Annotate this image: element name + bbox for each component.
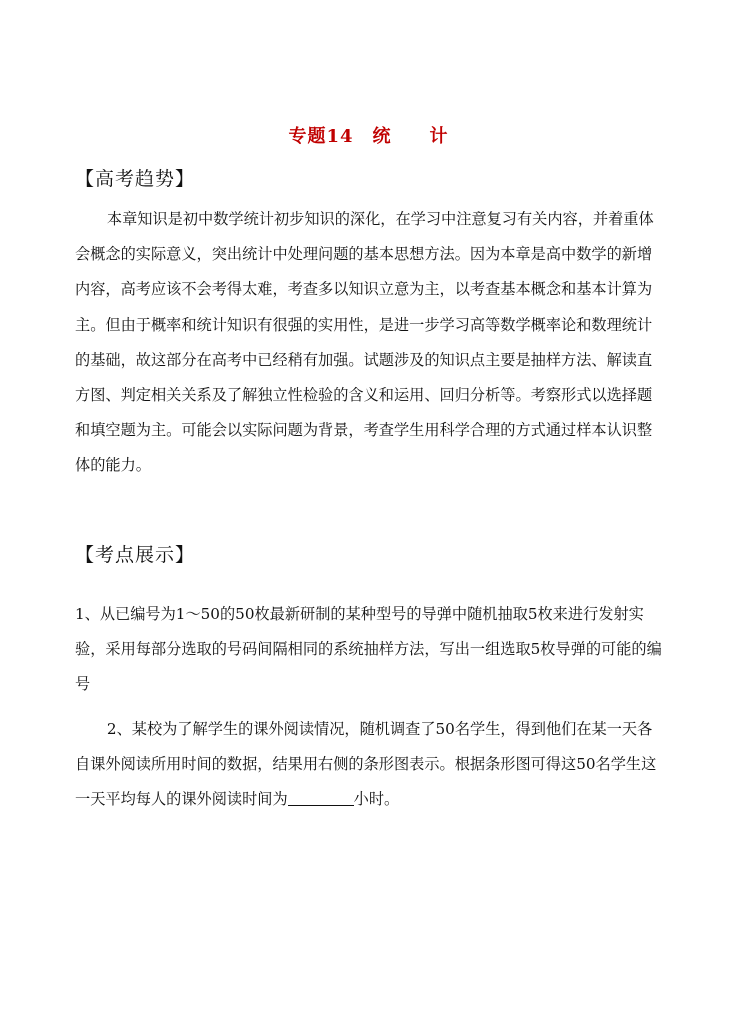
section-heading-points: 【考点展示】 bbox=[75, 544, 196, 566]
trend-paragraph: 本章知识是初中数学统计初步知识的深化，在学习中注意复习有关内容，并着重体会概念的实际意义，突出统计中处理问题的基本思想方法。因为本章是高中数学的新增内容，高考应该不会考得太难，考查多以知识立意为主，以考查基本概念和基本计算为主。但由于概率和统计知识有很强的实用性，是进一步学习高等数学概率论和数理统计的基础，故这部分在高考中已经稍有加强。试题涉及的知识点主要是抽样方法、解读直方图、判定相关关系及了解独立性检验的含义和运用、回归分析等。考察形式以选择题和填空题为主。可能会以实际问题为背景，考查学生用科学合理的方式通过样本认识整体的能力。 bbox=[75, 210, 654, 475]
answer-blank bbox=[288, 790, 354, 806]
question-2-suffix: 小时。 bbox=[353, 790, 400, 809]
section-heading-trend: 【高考趋势】 bbox=[75, 168, 196, 190]
question-1: 1、从已编号为1～50的50枚最新研制的某种型号的导弹中随机抽取5枚来进行发射实验，采用每部分选取的号码间隔相同的系统抽样方法，写出一组选取5枚导弹的可能的编号 bbox=[75, 605, 662, 694]
page-title: 专题14 统 计 bbox=[288, 126, 449, 147]
question-2 bbox=[75, 712, 665, 818]
question-2-text: 2、某校为了解学生的课外阅读情况，随机调查了50名学生，得到他们在某一天各自课外阅读所用时间的数据，结果用右侧的条形图表示。根据条形图可得这50名学生这一天平均每人的课外阅读时间为 bbox=[75, 720, 657, 809]
